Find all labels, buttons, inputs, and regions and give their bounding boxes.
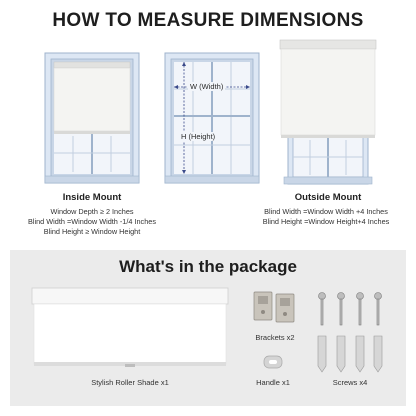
outside-mount-spec: Blind Width =Window Width +4 Inches (264, 207, 388, 216)
outside-mount-spec: Blind Height =Window Height+4 Inches (262, 217, 390, 226)
shade-caption: Stylish Roller Shade x1 (91, 378, 169, 387)
brackets-image (250, 290, 300, 326)
inside-mount-diagram (44, 52, 140, 184)
height-measure-label: H (Height) (181, 132, 216, 141)
handle-caption: Handle x1 (256, 378, 290, 387)
inside-mount-spec: Blind Height ≥ Window Height (43, 227, 141, 236)
roller-shade-image (32, 288, 228, 368)
page-title: HOW TO MEASURE DIMENSIONS (52, 10, 364, 31)
inside-mount-label: Inside Mount (62, 192, 122, 203)
screws-caption: Screws x4 (332, 378, 368, 387)
inside-mount-spec: Window Depth ≥ 2 Inches (50, 207, 134, 216)
package-title: What's in the package (119, 257, 297, 276)
outside-mount-diagram (280, 40, 376, 184)
width-measure-label: W (Width) (190, 82, 224, 91)
handle-image (258, 350, 288, 374)
window-measurement-diagram (164, 52, 260, 184)
inside-mount-spec: Blind Width =Window Width -1/4 Inches (28, 217, 156, 226)
brackets-caption: Brackets x2 (255, 333, 295, 342)
screws-image (312, 290, 388, 374)
outside-mount-label: Outside Mount (294, 192, 362, 203)
